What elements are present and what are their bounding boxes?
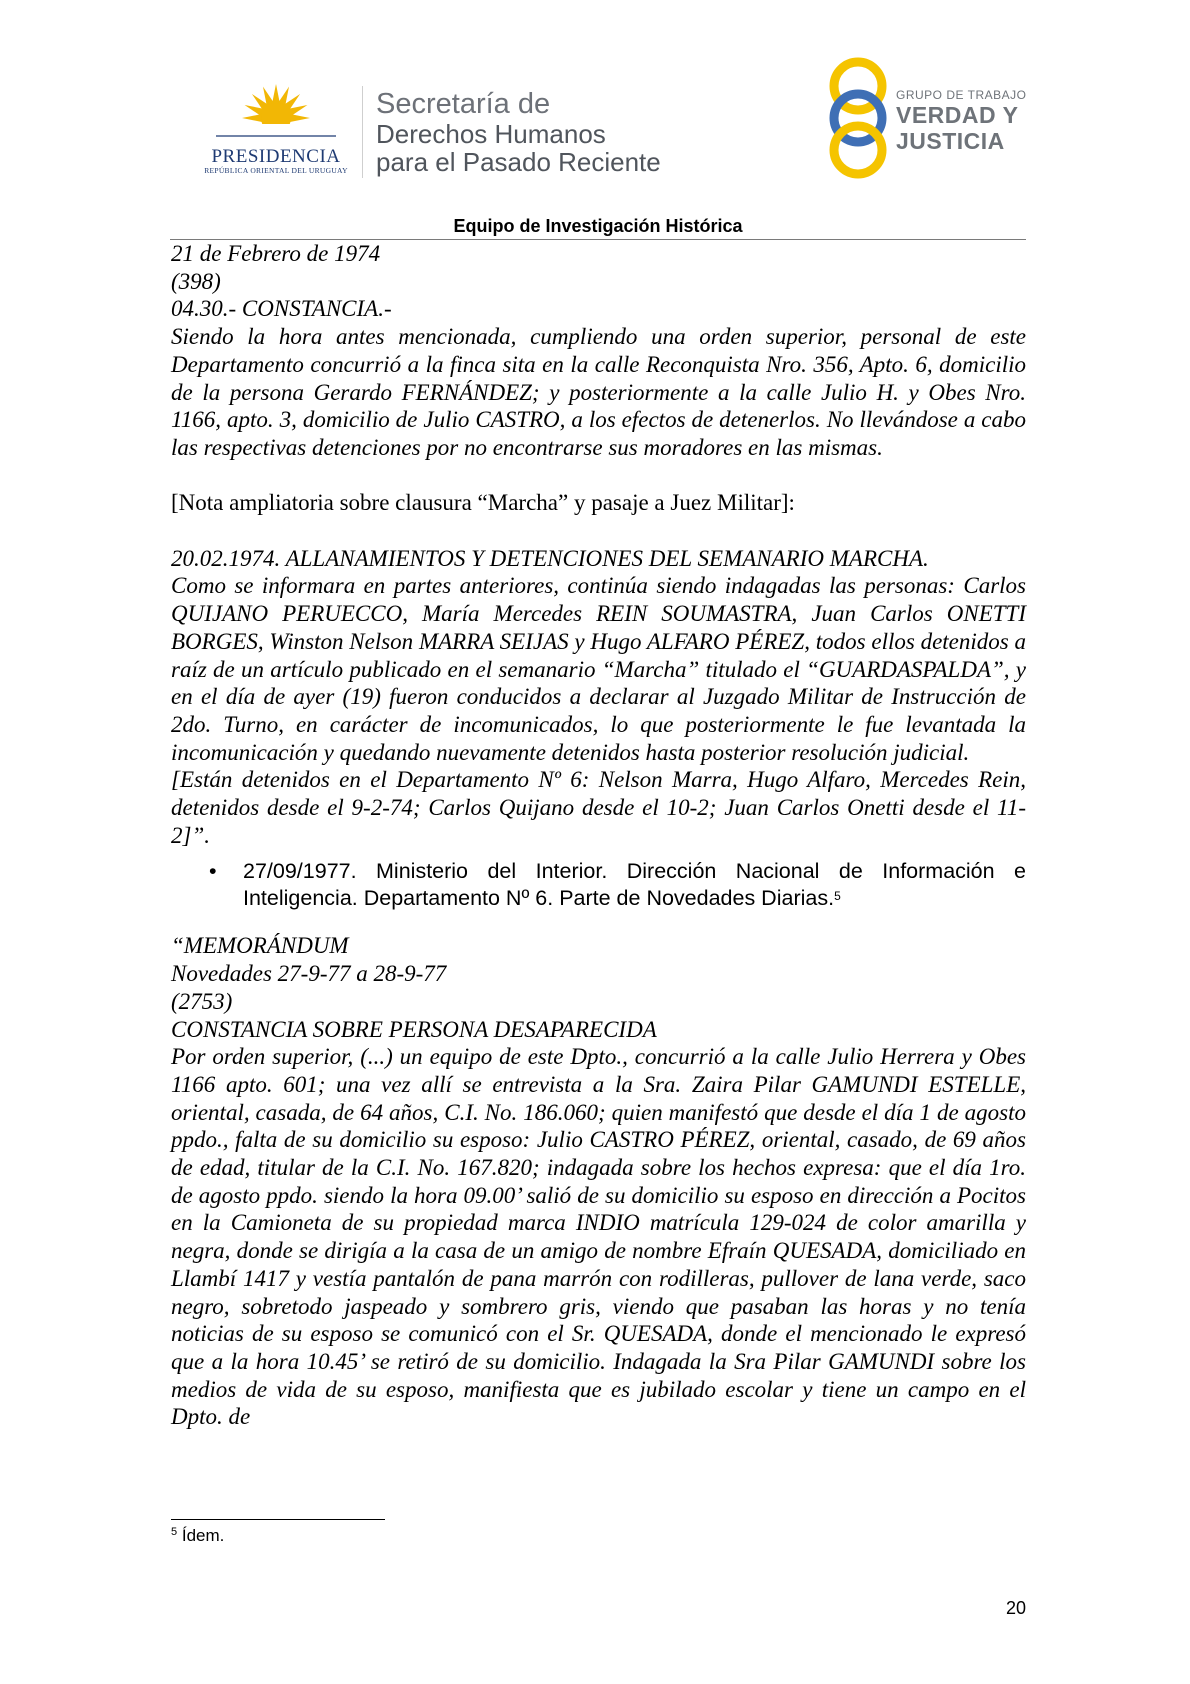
paragraph-detenidos: [Están detenidos en el Departamento Nº 6: Nelson Marra, Hugo Alfaro, Mercedes Rein, detenidos desde el 9-2-74; Carlos Quijano desde el 10-2; Juan Carlos Onetti desde el 11-2]”. xyxy=(171,767,1026,848)
spacer xyxy=(171,462,1026,490)
entry-number: (398) xyxy=(171,268,221,294)
footnote-ref: 5 xyxy=(834,889,841,904)
verdad-justicia-rings-logo xyxy=(820,56,900,181)
paragraph-constancia: Siendo la hora antes mencionada, cumpliendo una orden superior, personal de este Departamento concurrió a la finca sita en la calle Reconquista Nro. 356, Apto. 6, domicilio de la persona Gerardo FERNÁNDEZ; y posteriormente a la calle Julio H. y Obes Nro. 1166, apto. 3, domicilio de Julio CASTRO, a los efectos de detenerlos. No llevándose a cabo las respectivas detenciones por no encontrarse sus moradores en las mismas. xyxy=(171,324,1026,460)
grupo-line1: GRUPO DE TRABAJO xyxy=(896,88,1027,102)
grupo-line3: JUSTICIA xyxy=(896,128,1005,154)
footnote xyxy=(171,1526,224,1546)
nota-ampliatoria: [Nota ampliatoria sobre clausura “Marcha” y pasaje a Juez Militar]: xyxy=(171,490,795,516)
presidencia-label: PRESIDENCIA xyxy=(211,146,341,167)
secretaria-line3: para el Pasado Reciente xyxy=(376,147,661,177)
footnote-text: Ídem. xyxy=(177,1526,225,1545)
secretaria-logo-text xyxy=(376,88,661,176)
secretaria-line2: Derechos Humanos xyxy=(376,119,606,149)
bullet-item xyxy=(171,858,1026,912)
marcha-heading: 20.02.1974. ALLANAMIENTOS Y DETENCIONES DEL SEMANARIO MARCHA. xyxy=(171,545,929,571)
spacer xyxy=(171,912,1026,932)
memo-heading: CONSTANCIA SOBRE PERSONA DESAPARECIDA xyxy=(171,1016,657,1042)
page-number: 20 xyxy=(1005,1598,1026,1618)
page-header-title: Equipo de Investigación Histórica xyxy=(453,216,743,236)
constancia-heading: 04.30.- CONSTANCIA.- xyxy=(171,296,392,322)
secretaria-line1: Secretaría de xyxy=(376,88,551,120)
presidencia-subtitle: REPÚBLICA ORIENTAL DEL URUGUAY xyxy=(204,166,348,175)
grupo-line2: VERDAD Y xyxy=(896,102,1019,128)
verdad-justicia-logo-text xyxy=(896,88,1026,154)
footnote-number: 5 xyxy=(171,1526,178,1538)
logo-divider xyxy=(362,86,363,178)
paragraph-marcha: Como se informara en partes anteriores, continúa siendo indagadas las personas: Carlos QUIJANO PERUECCO, María Mercedes REIN SOUMASTRA, Juan Carlos ONETTI BORGES, Winston Nelson MARRA SEIJAS y Hugo ALFARO PÉREZ, todos ellos detenidos a raíz de un artículo publicado en el semanario “Marcha” titulado el “GUARDASPALDA”, y en el día de ayer (19) fueron conducidos a declarar al Juzgado Militar de Instrucción de 2do. Turno, en carácter de incomunicados, lo que posteriormente le fue levantada la incomunicación y quedando nuevamente detenidos hasta posterior resolución judicial. xyxy=(171,573,1026,765)
bullet-dot: • xyxy=(209,859,217,884)
memo-range: Novedades 27-9-77 a 28-9-77 xyxy=(171,961,447,987)
footnote-rule xyxy=(171,1519,385,1520)
paragraph-memorandum: Por orden superior, (...) un equipo de este Dpto., concurrió a la calle Julio Herrera y Obes 1166 apto. 601; una vez allí se entrevista a la Sra. Zaira Pilar GAMUNDI ESTELLE, oriental, casada, de 64 años, C.I. No. 186.060; quien manifestó que desde el día 1 de agosto ppdo., falta de su domicilio su esposo: Julio CASTRO PÉREZ, oriental, casado, de 69 años de edad, titular de la C.I. No. 167.820; indagada sobre los hechos expresa: que el día 1ro. de agosto ppdo. siendo la hora 09.00’ salió de su domicilio su esposo en dirección a Pocitos en la Camioneta de su propiedad marca INDIO matrícula 129-024 de color amarilla y negra, donde se dirigía a la casa de un amigo de nombre Efraín QUESADA, domiciliado en Llambí 1417 y vestía pantalón de pana marrón con rodilleras, pullover de lana verde, saco negro, sobretodo jaspeado y sombrero gris, viendo que pasaban las horas y no tenía noticias de su esposo se comunicó con el Sr. QUESADA, donde el mencionado le expresó que a la hora 10.45’ se retiró de su domicilio. Indagada la Sra Pilar GAMUNDI sobre los medios de vida de su esposo, manifiesta que es jubilado escolar y tiene un campo en el Dpto. de xyxy=(171,1044,1026,1430)
bullet-text: 27/09/1977. Ministerio del Interior. Dirección Nacional de Información e Inteligencia. Departamento Nº 6. Parte de Novedades Diarias. xyxy=(243,859,1026,911)
memo-number: (2753) xyxy=(171,988,233,1014)
document-body xyxy=(171,240,1026,1431)
entry-date: 21 de Febrero de 1974 xyxy=(171,241,381,266)
memo-title: “MEMORÁNDUM xyxy=(171,933,349,959)
spacer xyxy=(171,517,1026,545)
